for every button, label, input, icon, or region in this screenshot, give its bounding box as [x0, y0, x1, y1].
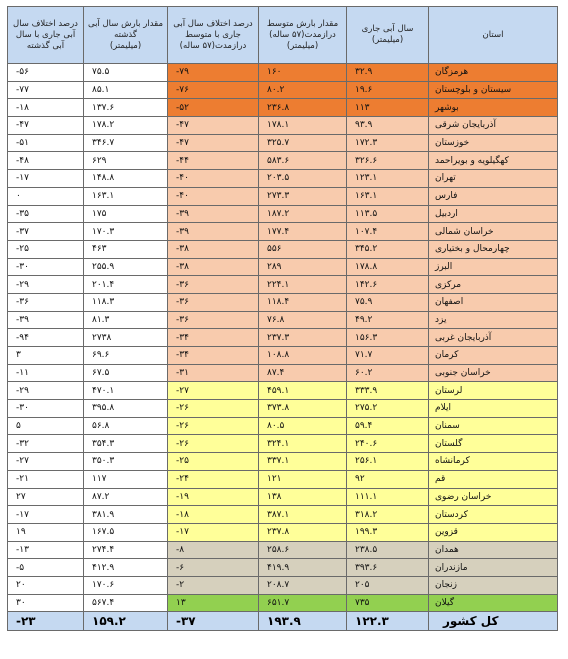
province-cell: بوشهر [429, 99, 558, 117]
total-row [8, 612, 558, 631]
current-year-cell: ۳۹۳.۶ [347, 559, 429, 577]
longterm-average-cell: ۳۳۷.۱ [259, 453, 347, 471]
longterm-average-cell: ۱۳۸ [259, 488, 347, 506]
table-row [8, 170, 558, 188]
last-year-cell: ۱۷۰.۳ [84, 223, 168, 241]
percent-vs-average-cell: -۱۹ [168, 488, 259, 506]
current-year-cell: ۳۲۶.۶ [347, 152, 429, 170]
percent-vs-last-year-cell: ۱۹ [8, 523, 84, 541]
province-cell: فارس [429, 187, 558, 205]
last-year-cell: ۱۶۷.۵ [84, 523, 168, 541]
percent-vs-last-year-cell: -۲۷ [8, 453, 84, 471]
last-year-cell: ۷۵.۵ [84, 64, 168, 82]
province-cell: اردبیل [429, 205, 558, 223]
current-year-cell: ۱۴۲.۶ [347, 276, 429, 294]
table-row [8, 400, 558, 418]
table-row [8, 594, 558, 612]
last-year-cell: ۱۷۵ [84, 205, 168, 223]
province-cell: سمنان [429, 417, 558, 435]
table-row [8, 81, 558, 99]
percent-vs-last-year-cell: -۱۷ [8, 170, 84, 188]
longterm-average-cell: ۱۶۰ [259, 64, 347, 82]
table-row [8, 99, 558, 117]
longterm-average-cell: ۱۱۸.۴ [259, 293, 347, 311]
percent-vs-average-cell: -۲۴ [168, 470, 259, 488]
current-year-cell: ۱۷۲.۳ [347, 134, 429, 152]
percent-vs-average-cell: -۱۷ [168, 523, 259, 541]
current-year-cell: ۳۴۵.۲ [347, 240, 429, 258]
current-year-cell: ۱۱۱.۱ [347, 488, 429, 506]
province-cell: ایلام [429, 400, 558, 418]
percent-vs-last-year-cell: -۵۱ [8, 134, 84, 152]
last-year-cell: ۴۶۳ [84, 240, 168, 258]
percent-vs-last-year-cell: ۲۷ [8, 488, 84, 506]
current-year-cell: ۹۳.۹ [347, 117, 429, 135]
longterm-average-cell: ۲۳۷.۸ [259, 523, 347, 541]
table-body [8, 64, 558, 612]
current-year-cell: ۱۶۳.۱ [347, 187, 429, 205]
current-year-cell: ۱۲۳.۱ [347, 170, 429, 188]
percent-vs-last-year-cell: -۱۳ [8, 541, 84, 559]
current-year-cell: ۵۹.۴ [347, 417, 429, 435]
total-percent-vs-average: -۳۷ [168, 612, 259, 631]
percent-vs-last-year-cell: -۴۷ [8, 117, 84, 135]
header-percent-vs-average: درصد اختلاف سال آبی جاری با متوسط درازمدت(۵۷ ساله) [168, 7, 259, 64]
percent-vs-average-cell: -۱۸ [168, 506, 259, 524]
percent-vs-average-cell: -۳۸ [168, 240, 259, 258]
province-cell: گلستان [429, 435, 558, 453]
header-row [8, 7, 558, 64]
current-year-cell: ۳۲.۹ [347, 64, 429, 82]
current-year-cell: ۱۹.۶ [347, 81, 429, 99]
table-row [8, 152, 558, 170]
percent-vs-last-year-cell: -۲۱ [8, 470, 84, 488]
current-year-cell: ۲۰۵ [347, 576, 429, 594]
province-cell: آذربایجان غربی [429, 329, 558, 347]
longterm-average-cell: ۳۸۷.۱ [259, 506, 347, 524]
last-year-cell: ۳۵۴.۳ [84, 435, 168, 453]
province-cell: گیلان [429, 594, 558, 612]
table-row [8, 134, 558, 152]
percent-vs-average-cell: -۲۶ [168, 400, 259, 418]
province-cell: زنجان [429, 576, 558, 594]
percent-vs-average-cell: -۳۹ [168, 205, 259, 223]
province-cell: کرمانشاه [429, 453, 558, 471]
current-year-cell: ۲۴۰.۶ [347, 435, 429, 453]
last-year-cell: ۱۷۰.۶ [84, 576, 168, 594]
longterm-average-cell: ۶۵۱.۷ [259, 594, 347, 612]
percent-vs-last-year-cell: -۳۷ [8, 223, 84, 241]
last-year-cell: ۸۱.۳ [84, 311, 168, 329]
percent-vs-average-cell: ۱۳ [168, 594, 259, 612]
percent-vs-last-year-cell: -۹۴ [8, 329, 84, 347]
longterm-average-cell: ۱۷۷.۴ [259, 223, 347, 241]
header-last-year: مقدار بارش سال آبی گذشته (میلیمتر) [84, 7, 168, 64]
percent-vs-average-cell: -۳۶ [168, 276, 259, 294]
longterm-average-cell: ۷۶.۸ [259, 311, 347, 329]
percent-vs-last-year-cell: -۳۵ [8, 205, 84, 223]
current-year-cell: ۷۳۵ [347, 594, 429, 612]
percent-vs-last-year-cell: -۴۸ [8, 152, 84, 170]
table-row [8, 311, 558, 329]
province-cell: تهران [429, 170, 558, 188]
table-row [8, 64, 558, 82]
current-year-cell: ۳۳۳.۹ [347, 382, 429, 400]
longterm-average-cell: ۵۵۶ [259, 240, 347, 258]
table-row [8, 453, 558, 471]
table-row [8, 488, 558, 506]
percent-vs-last-year-cell: -۱۸ [8, 99, 84, 117]
percent-vs-average-cell: -۵۲ [168, 99, 259, 117]
province-cell: سیستان و بلوچستان [429, 81, 558, 99]
longterm-average-cell: ۳۲۴.۱ [259, 435, 347, 453]
percent-vs-last-year-cell: ۳۰ [8, 594, 84, 612]
current-year-cell: ۲۳۸.۵ [347, 541, 429, 559]
table-row [8, 382, 558, 400]
current-year-cell: ۶۰.۲ [347, 364, 429, 382]
table-row [8, 187, 558, 205]
percent-vs-average-cell: -۴۷ [168, 134, 259, 152]
percent-vs-last-year-cell: -۵ [8, 559, 84, 577]
last-year-cell: ۲۷۳۸ [84, 329, 168, 347]
current-year-cell: ۱۱۳ [347, 99, 429, 117]
percent-vs-average-cell: -۴۰ [168, 170, 259, 188]
percent-vs-average-cell: -۳۸ [168, 258, 259, 276]
current-year-cell: ۳۱۸.۲ [347, 506, 429, 524]
current-year-cell: ۲۵۶.۱ [347, 453, 429, 471]
percent-vs-average-cell: -۴۴ [168, 152, 259, 170]
table-row [8, 205, 558, 223]
table-row [8, 435, 558, 453]
province-cell: مرکزی [429, 276, 558, 294]
longterm-average-cell: ۱۰۸.۸ [259, 347, 347, 365]
last-year-cell: ۶۹.۶ [84, 347, 168, 365]
province-cell: هرمزگان [429, 64, 558, 82]
header-longterm-average: مقدار بارش متوسط درازمدت(۵۷ ساله) (میلیمتر) [259, 7, 347, 64]
longterm-average-cell: ۲۸۹ [259, 258, 347, 276]
table-row [8, 506, 558, 524]
percent-vs-last-year-cell: -۲۵ [8, 240, 84, 258]
percent-vs-last-year-cell: ۵ [8, 417, 84, 435]
current-year-cell: ۲۷۵.۲ [347, 400, 429, 418]
table-row [8, 417, 558, 435]
percent-vs-average-cell: -۲۷ [168, 382, 259, 400]
last-year-cell: ۳۵۰.۳ [84, 453, 168, 471]
province-cell: چهارمحال و بختیاری [429, 240, 558, 258]
province-cell: اصفهان [429, 293, 558, 311]
percent-vs-average-cell: -۲۶ [168, 417, 259, 435]
province-cell: خراسان رضوی [429, 488, 558, 506]
percent-vs-last-year-cell: -۳۲ [8, 435, 84, 453]
percent-vs-average-cell: -۶ [168, 559, 259, 577]
province-cell: یزد [429, 311, 558, 329]
last-year-cell: ۲۵۵.۹ [84, 258, 168, 276]
last-year-cell: ۱۳۷.۶ [84, 99, 168, 117]
percent-vs-last-year-cell: -۲۹ [8, 382, 84, 400]
longterm-average-cell: ۴۵۹.۱ [259, 382, 347, 400]
precipitation-table [7, 6, 558, 631]
percent-vs-last-year-cell: -۷۷ [8, 81, 84, 99]
province-cell: کهگیلویه و بویراحمد [429, 152, 558, 170]
percent-vs-last-year-cell: -۱۱ [8, 364, 84, 382]
last-year-cell: ۱۷۸.۲ [84, 117, 168, 135]
total-percent-vs-last-year: -۲۳ [8, 612, 84, 631]
longterm-average-cell: ۲۲۴.۱ [259, 276, 347, 294]
percent-vs-average-cell: -۳۶ [168, 293, 259, 311]
percent-vs-average-cell: -۴۰ [168, 187, 259, 205]
province-cell: قزوین [429, 523, 558, 541]
percent-vs-last-year-cell: -۳۶ [8, 293, 84, 311]
longterm-average-cell: ۲۳۶.۸ [259, 99, 347, 117]
longterm-average-cell: ۱۷۸.۱ [259, 117, 347, 135]
table-row [8, 541, 558, 559]
longterm-average-cell: ۵۸۳.۶ [259, 152, 347, 170]
last-year-cell: ۱۴۸.۸ [84, 170, 168, 188]
province-cell: کردستان [429, 506, 558, 524]
last-year-cell: ۵۶۷.۴ [84, 594, 168, 612]
percent-vs-average-cell: -۳۱ [168, 364, 259, 382]
percent-vs-average-cell: -۳۴ [168, 347, 259, 365]
province-cell: البرز [429, 258, 558, 276]
longterm-average-cell: ۲۰۸.۷ [259, 576, 347, 594]
longterm-average-cell: ۳۲۵.۷ [259, 134, 347, 152]
last-year-cell: ۴۷۰.۱ [84, 382, 168, 400]
current-year-cell: ۴۹.۲ [347, 311, 429, 329]
percent-vs-average-cell: -۴۷ [168, 117, 259, 135]
province-cell: مازندران [429, 559, 558, 577]
percent-vs-last-year-cell: -۱۷ [8, 506, 84, 524]
last-year-cell: ۲۰۱.۴ [84, 276, 168, 294]
current-year-cell: ۱۱۳.۵ [347, 205, 429, 223]
province-cell: قم [429, 470, 558, 488]
last-year-cell: ۲۷۴.۴ [84, 541, 168, 559]
table-row [8, 470, 558, 488]
province-cell: لرستان [429, 382, 558, 400]
last-year-cell: ۳۴۶.۷ [84, 134, 168, 152]
percent-vs-average-cell: -۲۵ [168, 453, 259, 471]
longterm-average-cell: ۱۲۱ [259, 470, 347, 488]
longterm-average-cell: ۳۷۳.۸ [259, 400, 347, 418]
longterm-average-cell: ۲۰۳.۵ [259, 170, 347, 188]
percent-vs-last-year-cell: -۲۹ [8, 276, 84, 294]
current-year-cell: ۱۷۸.۸ [347, 258, 429, 276]
current-year-cell: ۷۵.۹ [347, 293, 429, 311]
percent-vs-average-cell: -۳۹ [168, 223, 259, 241]
longterm-average-cell: ۱۸۷.۲ [259, 205, 347, 223]
header-percent-vs-last-year: درصد اختلاف سال آبی جاری با سال آبی گذشته [8, 7, 84, 64]
last-year-cell: ۸۷.۲ [84, 488, 168, 506]
longterm-average-cell: ۴۱۹.۹ [259, 559, 347, 577]
table-row [8, 523, 558, 541]
table-row [8, 364, 558, 382]
last-year-cell: ۶۷.۵ [84, 364, 168, 382]
current-year-cell: ۱۵۶.۳ [347, 329, 429, 347]
longterm-average-cell: ۸۷.۴ [259, 364, 347, 382]
province-cell: خراسان جنوبی [429, 364, 558, 382]
percent-vs-last-year-cell: ۰ [8, 187, 84, 205]
longterm-average-cell: ۲۷۳.۳ [259, 187, 347, 205]
header-current-year: سال آبی جاری (میلیمتر) [347, 7, 429, 64]
province-cell: همدان [429, 541, 558, 559]
percent-vs-average-cell: -۳۶ [168, 311, 259, 329]
table-row [8, 223, 558, 241]
total-label: کل کشور [429, 612, 558, 631]
percent-vs-average-cell: -۳۴ [168, 329, 259, 347]
last-year-cell: ۵۶.۸ [84, 417, 168, 435]
table-row [8, 347, 558, 365]
last-year-cell: ۳۸۱.۹ [84, 506, 168, 524]
current-year-cell: ۱۹۹.۳ [347, 523, 429, 541]
table-row [8, 576, 558, 594]
last-year-cell: ۱۶۳.۱ [84, 187, 168, 205]
table-row [8, 559, 558, 577]
last-year-cell: ۴۱۲.۹ [84, 559, 168, 577]
longterm-average-cell: ۸۰.۲ [259, 81, 347, 99]
current-year-cell: ۱۰۷.۴ [347, 223, 429, 241]
total-average: ۱۹۳.۹ [259, 612, 347, 631]
percent-vs-last-year-cell: -۳۰ [8, 400, 84, 418]
header-province: استان [429, 7, 558, 64]
longterm-average-cell: ۸۰.۵ [259, 417, 347, 435]
percent-vs-average-cell: -۸ [168, 541, 259, 559]
table-row [8, 240, 558, 258]
longterm-average-cell: ۲۵۸.۶ [259, 541, 347, 559]
percent-vs-last-year-cell: ۳ [8, 347, 84, 365]
percent-vs-last-year-cell: -۳۹ [8, 311, 84, 329]
last-year-cell: ۶۲۹ [84, 152, 168, 170]
percent-vs-last-year-cell: -۵۶ [8, 64, 84, 82]
percent-vs-last-year-cell: -۳۰ [8, 258, 84, 276]
percent-vs-average-cell: -۲۶ [168, 435, 259, 453]
last-year-cell: ۳۹۵.۸ [84, 400, 168, 418]
table-row [8, 117, 558, 135]
province-cell: خراسان شمالی [429, 223, 558, 241]
table-row [8, 276, 558, 294]
last-year-cell: ۸۵.۱ [84, 81, 168, 99]
last-year-cell: ۱۱۸.۳ [84, 293, 168, 311]
longterm-average-cell: ۲۳۷.۳ [259, 329, 347, 347]
percent-vs-average-cell: -۲ [168, 576, 259, 594]
province-cell: آذربایجان شرقی [429, 117, 558, 135]
percent-vs-average-cell: -۷۹ [168, 64, 259, 82]
province-cell: کرمان [429, 347, 558, 365]
total-last-year: ۱۵۹.۲ [84, 612, 168, 631]
table-row [8, 329, 558, 347]
percent-vs-average-cell: -۷۶ [168, 81, 259, 99]
table-row [8, 293, 558, 311]
province-cell: خوزستان [429, 134, 558, 152]
table-row [8, 258, 558, 276]
current-year-cell: ۷۱.۷ [347, 347, 429, 365]
current-year-cell: ۹۲ [347, 470, 429, 488]
total-current: ۱۲۲.۳ [347, 612, 429, 631]
last-year-cell: ۱۱۷ [84, 470, 168, 488]
percent-vs-last-year-cell: ۲۰ [8, 576, 84, 594]
